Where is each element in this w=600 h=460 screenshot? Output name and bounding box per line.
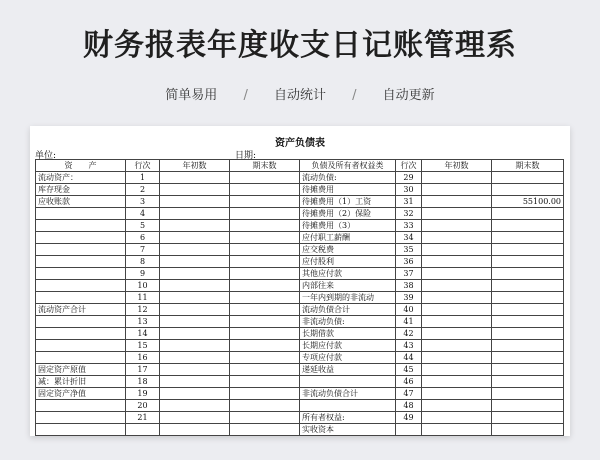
cell-begin-2 (422, 376, 492, 388)
cell-row-no-2: 33 (396, 220, 422, 232)
table-row (36, 328, 564, 340)
cell-liability-name: 应付股利 (300, 256, 396, 268)
cell-begin-2 (422, 352, 492, 364)
cell-asset-name (36, 232, 126, 244)
cell-asset-name (36, 292, 126, 304)
cell-liability-name: 应交税费 (300, 244, 396, 256)
cell-liability-name: 内部往来 (300, 280, 396, 292)
cell-asset-name: 固定资产原值 (36, 364, 126, 376)
feature-tag: 自动统计 (273, 88, 326, 103)
cell-end (230, 220, 300, 232)
cell-row-no-2: 38 (396, 280, 422, 292)
cell-row-no-2: 42 (396, 328, 422, 340)
cell-end (230, 340, 300, 352)
cell-row-no-2: 46 (396, 376, 422, 388)
cell-row-no-2: 34 (396, 232, 422, 244)
cell-row-no-2: 36 (396, 256, 422, 268)
cell-begin-2 (422, 388, 492, 400)
cell-begin-2 (422, 232, 492, 244)
cell-asset-name (36, 268, 126, 280)
cell-begin-2 (422, 400, 492, 412)
cell-end-2 (492, 316, 564, 328)
cell-begin-2 (422, 424, 492, 436)
cell-end (230, 244, 300, 256)
col-header-row-no: 行次 (126, 160, 160, 172)
cell-row-no: 21 (126, 412, 160, 424)
col-header-end-2: 期末数 (492, 160, 564, 172)
cell-end (230, 268, 300, 280)
cell-row-no: 5 (126, 220, 160, 232)
cell-begin-2 (422, 412, 492, 424)
cell-row-no-2: 43 (396, 340, 422, 352)
table-row (36, 304, 564, 316)
banner-title: 财务报表年度收支日记账管理系 (83, 28, 517, 63)
cell-liability-name: 其他应付款 (300, 268, 396, 280)
cell-asset-name (36, 400, 126, 412)
cell-liability-name: 专项应付款 (300, 352, 396, 364)
cell-begin (160, 328, 230, 340)
cell-row-no-2: 41 (396, 316, 422, 328)
cell-row-no-2: 44 (396, 352, 422, 364)
cell-begin-2 (422, 292, 492, 304)
sheet-title: 资产负债表 (275, 138, 325, 149)
cell-begin (160, 388, 230, 400)
cell-end (230, 364, 300, 376)
tag-separator: / (352, 88, 357, 103)
cell-row-no (126, 424, 160, 436)
cell-end-2 (492, 184, 564, 196)
cell-begin-2 (422, 268, 492, 280)
cell-liability-name: 递延收益 (300, 364, 396, 376)
cell-asset-name: 应收账款 (36, 196, 126, 208)
table-row (36, 184, 564, 196)
cell-row-no-2: 40 (396, 304, 422, 316)
cell-end (230, 424, 300, 436)
cell-begin (160, 256, 230, 268)
table-row (36, 280, 564, 292)
cell-end (230, 352, 300, 364)
cell-liability-name: 流动负债: (300, 172, 396, 184)
cell-end (230, 256, 300, 268)
cell-liability-name: 待摊费用（2）保险 (300, 208, 396, 220)
cell-row-no: 15 (126, 340, 160, 352)
cell-end (230, 196, 300, 208)
cell-end-2 (492, 220, 564, 232)
cell-end (230, 400, 300, 412)
cell-row-no: 1 (126, 172, 160, 184)
cell-end (230, 184, 300, 196)
cell-begin (160, 376, 230, 388)
cell-end-2 (492, 424, 564, 436)
feature-tag: 自动更新 (382, 88, 435, 103)
col-header-end: 期末数 (230, 160, 300, 172)
cell-asset-name: 流动资产合计 (36, 304, 126, 316)
cell-begin (160, 412, 230, 424)
cell-liability-name (300, 376, 396, 388)
date-label: 日期: (235, 151, 257, 161)
cell-begin-2 (422, 172, 492, 184)
cell-end-2 (492, 232, 564, 244)
cell-end (230, 172, 300, 184)
cell-end (230, 280, 300, 292)
cell-row-no-2: 30 (396, 184, 422, 196)
cell-row-no: 16 (126, 352, 160, 364)
cell-begin-2 (422, 208, 492, 220)
table-row (36, 244, 564, 256)
cell-begin (160, 304, 230, 316)
cell-liability-name: 长期借款 (300, 328, 396, 340)
cell-row-no: 3 (126, 196, 160, 208)
cell-end (230, 412, 300, 424)
cell-row-no: 2 (126, 184, 160, 196)
cell-begin-2 (422, 340, 492, 352)
cell-liability-name: 所有者权益: (300, 412, 396, 424)
cell-end (230, 232, 300, 244)
cell-begin (160, 364, 230, 376)
cell-end-2 (492, 280, 564, 292)
cell-begin (160, 184, 230, 196)
table-row (36, 220, 564, 232)
col-header-begin-2: 年初数 (422, 160, 492, 172)
table-row (36, 268, 564, 280)
cell-end-2 (492, 328, 564, 340)
table-row (36, 376, 564, 388)
cell-end-2 (492, 208, 564, 220)
table-row (36, 196, 564, 208)
cell-end (230, 328, 300, 340)
cell-row-no-2: 32 (396, 208, 422, 220)
cell-row-no: 10 (126, 280, 160, 292)
table-row (36, 292, 564, 304)
cell-begin-2 (422, 256, 492, 268)
cell-liability-name: 待摊费用（1）工资 (300, 196, 396, 208)
table-row (36, 232, 564, 244)
cell-asset-name: 减：累计折旧 (36, 376, 126, 388)
cell-end (230, 292, 300, 304)
cell-end-2 (492, 244, 564, 256)
cell-row-no-2: 37 (396, 268, 422, 280)
cell-row-no: 7 (126, 244, 160, 256)
cell-asset-name (36, 256, 126, 268)
table-row (36, 172, 564, 184)
cell-begin-2 (422, 304, 492, 316)
cell-end (230, 208, 300, 220)
cell-row-no: 8 (126, 256, 160, 268)
cell-liability-name: 流动负债合计 (300, 304, 396, 316)
cell-row-no: 18 (126, 376, 160, 388)
cell-row-no-2 (396, 424, 422, 436)
cell-begin-2 (422, 316, 492, 328)
table-row (36, 208, 564, 220)
cell-end-2 (492, 304, 564, 316)
tag-separator: / (243, 88, 248, 103)
cell-begin (160, 268, 230, 280)
cell-row-no: 17 (126, 364, 160, 376)
cell-liability-name: 长期应付款 (300, 340, 396, 352)
cell-asset-name (36, 412, 126, 424)
cell-row-no: 14 (126, 328, 160, 340)
unit-label: 单位: (35, 151, 57, 161)
cell-begin (160, 292, 230, 304)
cell-end-2: 55100.00 (492, 196, 564, 208)
cell-liability-name: 待摊费用（3） (300, 220, 396, 232)
table-row (36, 364, 564, 376)
col-header-begin: 年初数 (160, 160, 230, 172)
cell-asset-name (36, 280, 126, 292)
cell-begin (160, 280, 230, 292)
col-header-liability: 负债及所有者权益类 (300, 160, 396, 172)
cell-asset-name: 固定资产净值 (36, 388, 126, 400)
cell-row-no-2: 35 (396, 244, 422, 256)
cell-end-2 (492, 256, 564, 268)
cell-end-2 (492, 364, 564, 376)
cell-begin-2 (422, 280, 492, 292)
cell-end (230, 376, 300, 388)
cell-row-no: 6 (126, 232, 160, 244)
cell-begin (160, 340, 230, 352)
cell-row-no-2: 39 (396, 292, 422, 304)
table-row (36, 412, 564, 424)
cell-liability-name: 待摊费用 (300, 184, 396, 196)
cell-asset-name: 库存现金 (36, 184, 126, 196)
cell-row-no-2: 48 (396, 400, 422, 412)
cell-row-no: 19 (126, 388, 160, 400)
cell-asset-name (36, 328, 126, 340)
cell-asset-name: 流动资产： (36, 172, 126, 184)
cell-begin (160, 220, 230, 232)
cell-asset-name (36, 208, 126, 220)
table-row (36, 352, 564, 364)
cell-asset-name (36, 340, 126, 352)
cell-liability-name: 非流动负债合计 (300, 388, 396, 400)
cell-row-no: 11 (126, 292, 160, 304)
cell-end-2 (492, 388, 564, 400)
feature-tags (0, 84, 600, 103)
cell-end (230, 304, 300, 316)
cell-end-2 (492, 412, 564, 424)
cell-row-no-2: 31 (396, 196, 422, 208)
table-row (36, 388, 564, 400)
col-header-asset: 资 产 (36, 160, 126, 172)
cell-end-2 (492, 400, 564, 412)
cell-end (230, 316, 300, 328)
cell-row-no-2: 29 (396, 172, 422, 184)
cell-end-2 (492, 268, 564, 280)
cell-row-no-2: 45 (396, 364, 422, 376)
table-row (36, 424, 564, 436)
feature-tag: 简单易用 (165, 88, 218, 103)
cell-row-no: 20 (126, 400, 160, 412)
cell-asset-name (36, 424, 126, 436)
cell-asset-name (36, 220, 126, 232)
cell-end (230, 388, 300, 400)
cell-begin (160, 172, 230, 184)
cell-begin (160, 196, 230, 208)
cell-begin (160, 244, 230, 256)
cell-begin-2 (422, 220, 492, 232)
cell-begin-2 (422, 196, 492, 208)
table-row (36, 400, 564, 412)
cell-asset-name (36, 244, 126, 256)
table-row (36, 256, 564, 268)
cell-begin-2 (422, 244, 492, 256)
cell-begin (160, 400, 230, 412)
cell-row-no: 4 (126, 208, 160, 220)
cell-row-no: 13 (126, 316, 160, 328)
cell-liability-name: 实收资本 (300, 424, 396, 436)
cell-end-2 (492, 340, 564, 352)
balance-sheet-preview (30, 126, 570, 436)
cell-begin (160, 208, 230, 220)
cell-begin (160, 316, 230, 328)
cell-begin-2 (422, 328, 492, 340)
cell-row-no: 12 (126, 304, 160, 316)
header-row (36, 160, 564, 172)
cell-row-no: 9 (126, 268, 160, 280)
cell-begin (160, 352, 230, 364)
cell-row-no-2: 49 (396, 412, 422, 424)
cell-liability-name: 应付职工薪酬 (300, 232, 396, 244)
cell-row-no-2: 47 (396, 388, 422, 400)
balance-sheet-table (35, 159, 564, 436)
col-header-row-no-2: 行次 (396, 160, 422, 172)
cell-begin-2 (422, 184, 492, 196)
cell-liability-name (300, 400, 396, 412)
table-row (36, 316, 564, 328)
cell-begin (160, 232, 230, 244)
cell-asset-name (36, 316, 126, 328)
cell-end-2 (492, 376, 564, 388)
cell-end-2 (492, 172, 564, 184)
cell-liability-name: 非流动负债: (300, 316, 396, 328)
cell-asset-name (36, 352, 126, 364)
cell-begin-2 (422, 364, 492, 376)
table-row (36, 340, 564, 352)
cell-liability-name: 一年内到期的非流动 (300, 292, 396, 304)
cell-begin (160, 424, 230, 436)
cell-end-2 (492, 292, 564, 304)
cell-end-2 (492, 352, 564, 364)
